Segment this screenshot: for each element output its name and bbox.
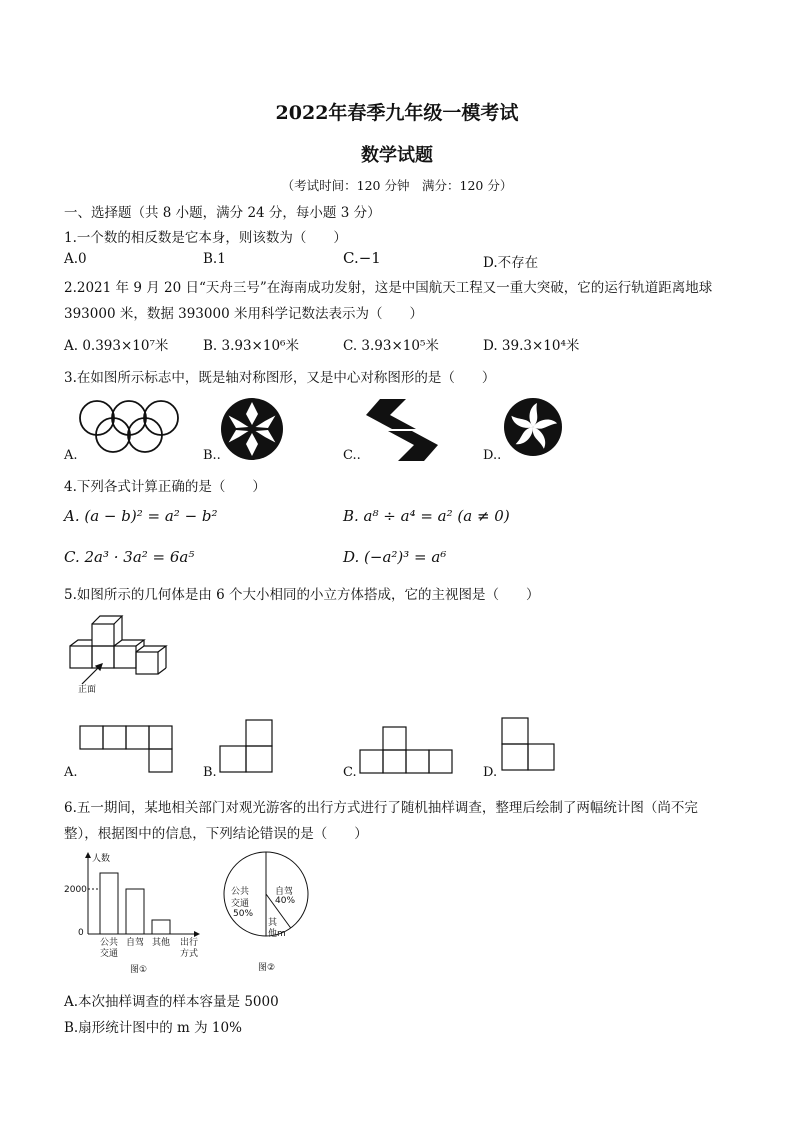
q2-option-b: B. 3.93×10⁶米 xyxy=(203,338,299,354)
s-logo-icon xyxy=(362,399,442,461)
olympic-rings-icon xyxy=(78,398,180,456)
bar-other xyxy=(152,920,170,934)
q5-option-a-figure xyxy=(80,726,176,774)
q2-stem-line1: 2.2021 年 9 月 20 日“天舟三号”在海南成功发射，这是中国航天工程又一重大突破，它的运行轨道距离地球 xyxy=(64,280,713,296)
q4-stem: 4.下列各式计算正确的是（ ） xyxy=(64,479,266,495)
bar-caption: 图① xyxy=(130,965,148,975)
q3-label-d: D.. xyxy=(483,448,502,463)
pie-s1-pct: 50% xyxy=(233,909,254,919)
q1-option-a: A.0 xyxy=(64,251,87,267)
bar-self-drive xyxy=(126,889,144,934)
bar-ylabel: 人数 xyxy=(92,854,111,864)
q5-label-c: C. xyxy=(343,765,357,780)
bar-public-transport xyxy=(100,873,118,934)
pie-s2-pct: 40% xyxy=(275,896,296,906)
q2-stem-line2: 393000 米，数据 393000 米用科学记数法表示为（ ） xyxy=(64,306,423,322)
q6-stem-line2: 整），根据图中的信息，下列结论错误的是（ ） xyxy=(64,826,368,842)
q5-option-d-figure xyxy=(502,718,558,774)
page-title: 2022年春季九年级一模考试 xyxy=(275,102,519,124)
pie-caption: 图② xyxy=(258,963,276,973)
q3-label-c: C.. xyxy=(343,448,361,463)
section-heading: 一、选择题（共 8 小题，满分 24 分，每小题 3 分） xyxy=(64,205,381,221)
q1-option-d: D.不存在 xyxy=(483,255,539,271)
page-subtitle: 数学试题 xyxy=(361,145,433,166)
q6-option-b: B.扇形统计图中的 m 为 10% xyxy=(64,1020,242,1036)
q1-option-b: B.1 xyxy=(203,251,226,267)
pie-s3-line2: 他m xyxy=(268,929,286,939)
q3-label-a: A. xyxy=(64,448,78,463)
q4-option-a: A. (a − b)² = a² − b² xyxy=(64,507,218,525)
snowflake-emblem-icon xyxy=(220,397,284,461)
pie-s2-line1: 自驾 xyxy=(275,887,294,897)
q6-option-a: A.本次抽样调查的样本容量是 5000 xyxy=(64,994,279,1010)
bar-ytick-2000: 2000 xyxy=(64,885,87,895)
bar-ytick-0: 0 xyxy=(78,928,84,938)
q2-option-a: A. 0.393×10⁷米 xyxy=(64,338,169,354)
bar-cat1-line2: 交通 xyxy=(100,949,119,959)
bar-xlabel-line1: 出行 xyxy=(180,938,199,948)
q6-stem-line1: 6.五一期间，某地相关部门对观光游客的出行方式进行了随机抽样调查，整理后绘制了两幅统计图（尚不完 xyxy=(64,800,698,816)
q5-label-b: B. xyxy=(203,765,217,780)
q2-option-d: D. 39.3×10⁴米 xyxy=(483,338,580,354)
pie-s1-line1: 公共 xyxy=(231,887,250,897)
q1-option-c: C.−1 xyxy=(343,249,381,267)
pie-s1-line2: 交通 xyxy=(231,899,250,909)
q5-stem: 5.如图所示的几何体是由 6 个大小相同的小立方体搭成，它的主视图是（ ） xyxy=(64,587,540,603)
cube-stack-figure xyxy=(68,612,178,692)
q2-option-c: C. 3.93×10⁵米 xyxy=(343,338,439,354)
bauhinia-flower-icon xyxy=(503,397,563,457)
bar-cat2: 自驾 xyxy=(126,938,145,948)
bar-xlabel-line2: 方式 xyxy=(180,949,199,959)
exam-meta: （考试时间：120 分钟 满分：120 分） xyxy=(281,178,513,193)
q5-option-c-figure xyxy=(360,727,456,775)
q3-stem: 3.在如图所示标志中，既是轴对称图形，又是中心对称图形的是（ ） xyxy=(64,370,496,386)
pie-s3-line1: 其 xyxy=(268,918,278,928)
q5-option-b-figure xyxy=(220,720,276,776)
bar-cat1-line1: 公共 xyxy=(100,938,119,948)
q5-front-label: 正面 xyxy=(78,685,97,695)
q4-option-d: D. (−a²)³ = a⁶ xyxy=(343,548,447,566)
q5-label-a: A. xyxy=(64,765,78,780)
q4-option-c: C. 2a³ · 3a² = 6a⁵ xyxy=(64,548,195,566)
q1-stem: 1.一个数的相反数是它本身，则该数为（ ） xyxy=(64,230,347,246)
bar-cat3: 其他 xyxy=(152,938,171,948)
q5-label-d: D. xyxy=(483,765,498,780)
q3-label-b: B.. xyxy=(203,448,221,463)
q4-option-b: B. a⁸ ÷ a⁴ = a² (a ≠ 0) xyxy=(343,507,510,525)
